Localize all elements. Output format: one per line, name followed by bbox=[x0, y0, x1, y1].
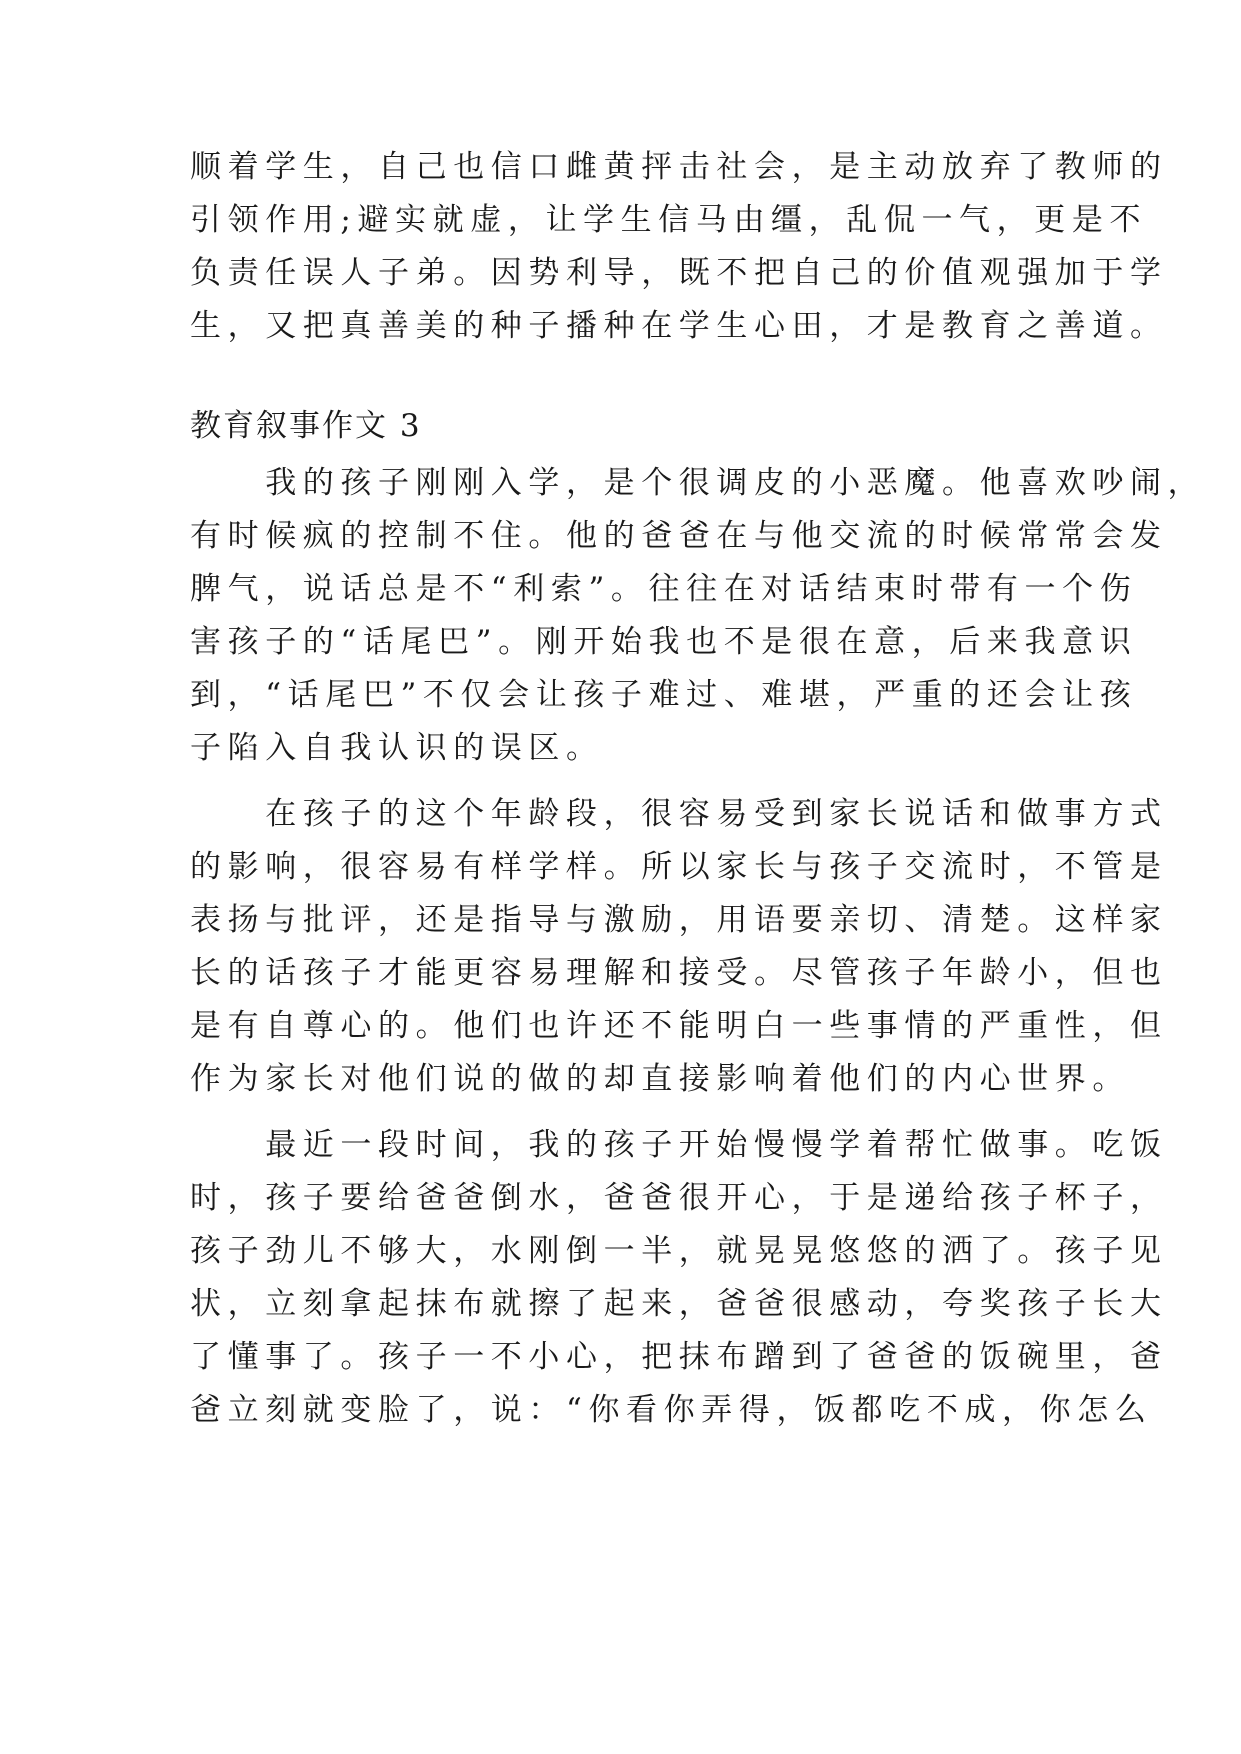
text-line: 生，又把真善美的种子播种在学生心田，才是教育之善道。 bbox=[190, 308, 1168, 344]
text-line: 状，立刻拿起抹布就擦了起来，爸爸很感动，夸奖孩子长大 bbox=[190, 1286, 1168, 1322]
text-line: 了懂事了。孩子一不小心，把抹布蹭到了爸爸的饭碗里，爸 bbox=[190, 1339, 1168, 1375]
text-line: 作为家长对他们说的做的却直接影响着他们的内心世界。 bbox=[190, 1061, 1130, 1097]
text-line: 有时候疯的控制不住。他的爸爸在与他交流的时候常常会发 bbox=[190, 518, 1168, 554]
text-line: 在孩子的这个年龄段，很容易受到家长说话和做事方式 bbox=[190, 796, 1168, 832]
text-line: 到，“话尾巴”不仅会让孩子难过、难堪，严重的还会让孩 bbox=[190, 677, 1138, 713]
section-title: 教育叙事作文 3 bbox=[190, 408, 422, 444]
text-line: 最近一段时间，我的孩子开始慢慢学着帮忙做事。吃饭 bbox=[190, 1127, 1168, 1163]
text-line: 引领作用;避实就虚，让学生信马由缰，乱侃一气，更是不 bbox=[190, 202, 1148, 238]
text-line: 我的孩子刚刚入学，是个很调皮的小恶魔。他喜欢吵闹， bbox=[190, 465, 1206, 501]
text-line: 害孩子的“话尾巴”。刚开始我也不是很在意，后来我意识 bbox=[190, 624, 1138, 660]
text-line: 子陷入自我认识的误区。 bbox=[190, 730, 604, 766]
text-line: 长的话孩子才能更容易理解和接受。尽管孩子年龄小，但也 bbox=[190, 955, 1168, 991]
text-line: 是有自尊心的。他们也许还不能明白一些事情的严重性，但 bbox=[190, 1008, 1168, 1044]
text-line: 负责任误人子弟。因势利导，既不把自己的价值观强加于学 bbox=[190, 255, 1168, 291]
text-line: 表扬与批评，还是指导与激励，用语要亲切、清楚。这样家 bbox=[190, 902, 1168, 938]
text-line: 脾气，说话总是不“利索”。往往在对话结束时带有一个伤 bbox=[190, 571, 1138, 607]
text-line: 的影响，很容易有样学样。所以家长与孩子交流时，不管是 bbox=[190, 849, 1168, 885]
text-line: 时，孩子要给爸爸倒水，爸爸很开心，于是递给孩子杯子， bbox=[190, 1180, 1168, 1216]
text-line: 孩子劲儿不够大，水刚倒一半，就晃晃悠悠的洒了。孩子见 bbox=[190, 1233, 1168, 1269]
text-line: 顺着学生，自己也信口雌黄抨击社会，是主动放弃了教师的 bbox=[190, 149, 1168, 185]
text-line: 爸立刻就变脸了，说：“你看你弄得，饭都吃不成，你怎么 bbox=[190, 1392, 1153, 1428]
